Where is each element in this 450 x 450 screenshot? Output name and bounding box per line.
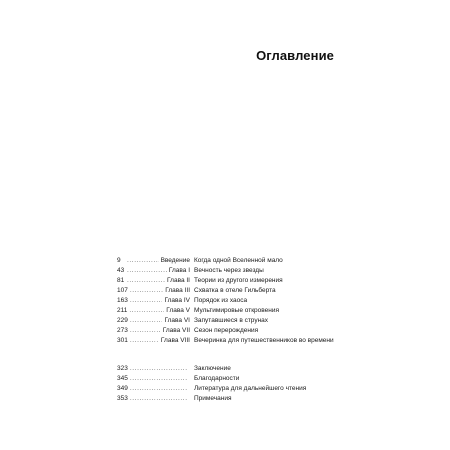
toc-row[interactable] <box>117 364 337 374</box>
toc-page-number: 81 <box>117 277 125 284</box>
toc-page-number: 107 <box>117 287 128 294</box>
toc-row[interactable] <box>117 394 337 404</box>
toc-entry-title: Запутавшиеся в струнах <box>194 317 269 324</box>
toc-chapter-label: Глава VII <box>162 327 190 334</box>
toc-row[interactable] <box>117 326 337 336</box>
toc-leader-dots <box>130 286 163 296</box>
toc-row[interactable] <box>117 276 337 286</box>
toc-entry-title: Когда одной Вселенной мало <box>194 257 283 264</box>
toc-page-number: 43 <box>117 267 125 274</box>
toc-entry-title: Вечность через звезды <box>194 267 264 274</box>
toc-page-number: 229 <box>117 317 128 324</box>
toc-page-number: 211 <box>117 307 128 314</box>
toc-entry-title: Примечания <box>194 395 232 402</box>
toc-row[interactable] <box>117 316 337 326</box>
toc-leader-dots <box>130 374 188 384</box>
toc-row[interactable] <box>117 296 337 306</box>
toc-leader-dots <box>130 394 188 404</box>
toc-row[interactable] <box>117 306 337 316</box>
toc-row[interactable] <box>117 336 337 346</box>
toc-leader-dots <box>130 364 188 374</box>
toc-entry-title: Заключение <box>194 365 231 372</box>
toc-leader-dots <box>127 266 167 276</box>
toc-leader-dots <box>130 326 161 336</box>
toc-row[interactable] <box>117 256 337 266</box>
toc-entry-title: Схватка в отеле Гильберта <box>194 287 276 294</box>
toc-row[interactable] <box>117 384 337 394</box>
toc-leader-dots <box>130 336 159 346</box>
toc-entry-title: Теории из другого измерения <box>194 277 283 284</box>
toc-page-number: 345 <box>117 375 128 382</box>
toc-leader-dots <box>130 384 188 394</box>
toc-chapter-label: Глава III <box>165 287 190 294</box>
toc-entry-title: Литература для дальнейшего чтения <box>194 385 307 392</box>
toc-entry-title: Вечеринка для путешественников во времени <box>194 337 334 344</box>
toc-page-number: 163 <box>117 297 128 304</box>
toc-entry-title: Порядок из хаоса <box>194 297 248 304</box>
toc-page-number: 273 <box>117 327 128 334</box>
toc-page-number: 353 <box>117 395 128 402</box>
toc-leader-dots <box>129 306 164 316</box>
toc-leader-dots <box>130 296 163 306</box>
toc-page-number: 323 <box>117 365 128 372</box>
toc-chapter-label: Глава II <box>167 277 190 284</box>
toc-entry-title: Мультимировые откровения <box>194 307 280 314</box>
toc-chapter-label: Глава VIII <box>160 337 190 344</box>
toc-leader-dots <box>130 316 163 326</box>
toc-chapter-label: Глава IV <box>164 297 190 304</box>
toc-page-number: 349 <box>117 385 128 392</box>
toc-entry-title: Благодарности <box>194 375 240 382</box>
toc-row[interactable] <box>117 286 337 296</box>
page-title: Оглавление <box>256 48 334 63</box>
toc-page-number: 9 <box>117 257 121 264</box>
toc-page-number: 301 <box>117 337 128 344</box>
toc-leader-dots <box>127 256 159 266</box>
toc-chapter-label: Введение <box>160 257 190 264</box>
toc-leader-dots <box>127 276 165 286</box>
table-of-contents-back-matter <box>117 364 337 404</box>
toc-chapter-label: Глава VI <box>164 317 190 324</box>
table-of-contents-main <box>117 256 337 346</box>
toc-chapter-label: Глава V <box>166 307 190 314</box>
toc-row[interactable] <box>117 374 337 384</box>
toc-chapter-label: Глава I <box>168 267 190 274</box>
toc-row[interactable] <box>117 266 337 276</box>
toc-entry-title: Сезон перерождения <box>194 327 259 334</box>
